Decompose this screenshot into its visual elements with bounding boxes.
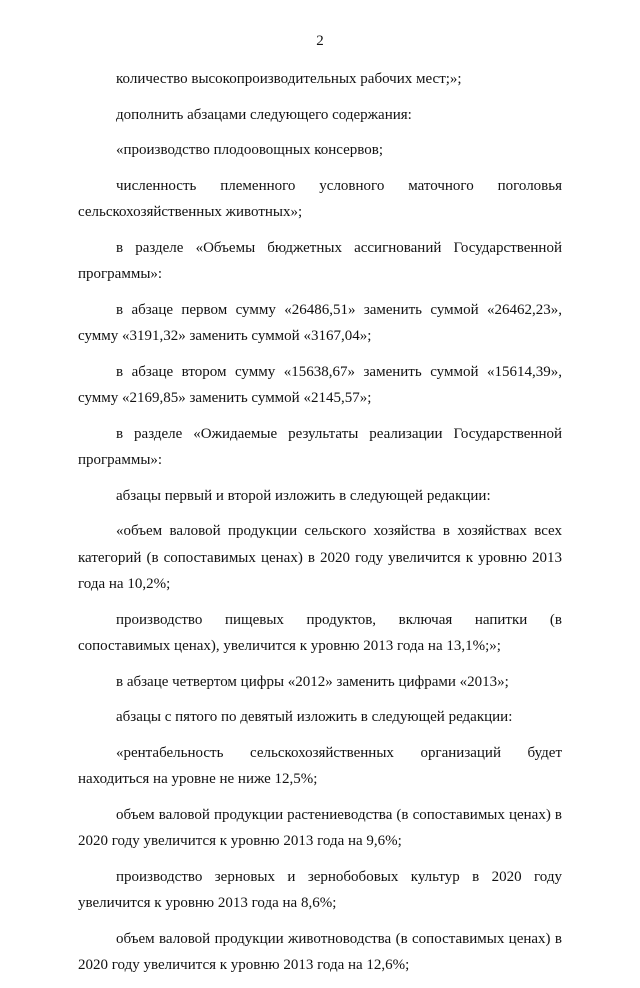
paragraph-7: в абзаце втором сумму «15638,67» заменить суммой «15614,39», сумму «2169,85» заменить суммой «2145,57»; (78, 363, 562, 406)
paragraph-10: «объем валовой продукции сельского хозяйства в хозяйствах всех категорий (в сопоставимых ценах) в 2020 году увеличится к уровню 2013 года на 10,2%; (78, 523, 562, 592)
paragraph-4: численность племенного условного маточного поголовья сельскохозяйственных животных»; (78, 177, 562, 220)
paragraph-8: в разделе «Ожидаемые результаты реализации Государственной программы»: (78, 425, 562, 468)
paragraph-14: «рентабельность сельскохозяйственных организаций будет находиться на уровне не ниже 12,5%; (78, 744, 562, 787)
document-body (78, 66, 562, 988)
paragraph-1: количество высокопроизводительных рабочих мест;»; (116, 71, 462, 87)
page-number: 2 (316, 33, 324, 49)
paragraph-17: объем валовой продукции животноводства (в сопоставимых ценах) в 2020 году увеличится к уровню 2013 года на 12,6%; (78, 930, 562, 973)
paragraph-12: в абзаце четвертом цифры «2012» заменить цифрами «2013»; (116, 673, 509, 690)
paragraph-6: в абзаце первом сумму «26486,51» заменить суммой «26462,23», сумму «3191,32» заменить суммой «3167,04»; (78, 301, 562, 344)
paragraph-9: абзацы первый и второй изложить в следующей редакции: (116, 487, 491, 504)
paragraph-15: объем валовой продукции растениеводства (в сопоставимых ценах) в 2020 году увеличится к уровню 2013 года на 9,6%; (78, 806, 562, 849)
paragraph-16: производство зерновых и зернобобовых культур в 2020 году увеличится к уровню 2013 года на 8,6%; (78, 868, 562, 911)
paragraph-2: дополнить абзацами следующего содержания: (116, 106, 412, 123)
paragraph-3: «производство плодоовощных консервов; (116, 142, 383, 158)
paragraph-11: производство пищевых продуктов, включая напитки (в сопоставимых ценах), увеличится к уровню 2013 года на 13,1%;»; (78, 611, 562, 654)
paragraph-5: в разделе «Объемы бюджетных ассигнований Государственной программы»: (78, 239, 562, 282)
paragraph-13: абзацы с пятого по девятый изложить в следующей редакции: (116, 709, 513, 725)
